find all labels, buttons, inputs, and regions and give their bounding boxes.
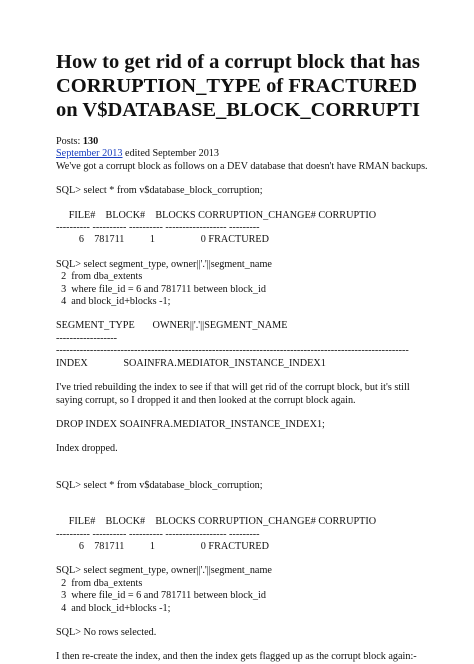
date-link[interactable]: September 2013 (56, 148, 123, 160)
intro-paragraph: We've got a corrupt block as follows on a DEV database that doesn't have RMAN backups. (56, 160, 428, 172)
paragraph-3: I then re-create the index, and then the index gets flagged up as the corrupt block again:- (56, 651, 417, 663)
query-2-line-3: 3 where file_id = 6 and 781711 between block_id (56, 283, 266, 295)
posts-count: Posts: 130 (56, 136, 99, 147)
paragraph-2: I've tried rebuilding the index to see if that will get rid of the corrupt block, but it's still saying corrupt, so I dropped it and then looked at the corrupt block again. (56, 382, 410, 406)
query-1-header: FILE# BLOCK# BLOCKS CORRUPTION_CHANGE# CORRUPTIO (56, 209, 377, 221)
query-2-line-2: 2 from dba_extents (56, 271, 143, 283)
index-dropped: Index dropped. (56, 443, 118, 455)
query-3-header: FILE# BLOCK# BLOCKS CORRUPTION_CHANGE# CORRUPTIO (56, 516, 377, 528)
title-line-2: CORRUPTION_TYPE of FRACTURED (56, 75, 418, 97)
post-date: September 2013 edited September 2013 (56, 148, 219, 160)
query-4-line-1: SQL> select segment_type, owner||'.'||segment_name (56, 565, 272, 577)
query-4-line-4: 4 and block_id+blocks -1; (56, 602, 171, 614)
query-3: SQL> select * from v$database_block_corruption; (56, 479, 263, 491)
query-3-dashes: ---------- ---------- ---------- ------------------ --------- (56, 528, 260, 540)
post-title (56, 50, 430, 122)
segment-dash-1: ------------------ (56, 332, 118, 344)
query-4-line-2: 2 from dba_extents (56, 577, 143, 589)
query-4-line-3: 3 where file_id = 6 and 781711 between block_id (56, 590, 266, 602)
title-line-1: How to get rid of a corrupt block that has (56, 51, 420, 73)
query-3-row: 6 781711 1 0 FRACTURED (56, 540, 270, 552)
query-2-line-4: 4 and block_id+blocks -1; (56, 296, 171, 308)
query-1-dashes: ---------- ---------- ---------- ------------------ --------- (56, 222, 260, 234)
drop-statement: DROP INDEX SOAINFRA.MEDIATOR_INSTANCE_INDEX1; (56, 418, 325, 430)
segment-row: INDEX SOAINFRA.MEDIATOR_INSTANCE_INDEX1 (56, 357, 326, 369)
no-rows-selected: SQL> No rows selected. (56, 626, 157, 638)
query-1-row: 6 781711 1 0 FRACTURED (56, 234, 270, 246)
title-line-3: on V$DATABASE_BLOCK_CORRUPTI (56, 99, 420, 121)
segment-dash-2: -------------------------------------------------------------------------------------------------------- (56, 345, 409, 357)
query-2-line-1: SQL> select segment_type, owner||'.'||segment_name (56, 258, 272, 270)
query-1: SQL> select * from v$database_block_corruption; (56, 185, 263, 197)
segment-header: SEGMENT_TYPE OWNER||'.'||SEGMENT_NAME (56, 320, 288, 332)
